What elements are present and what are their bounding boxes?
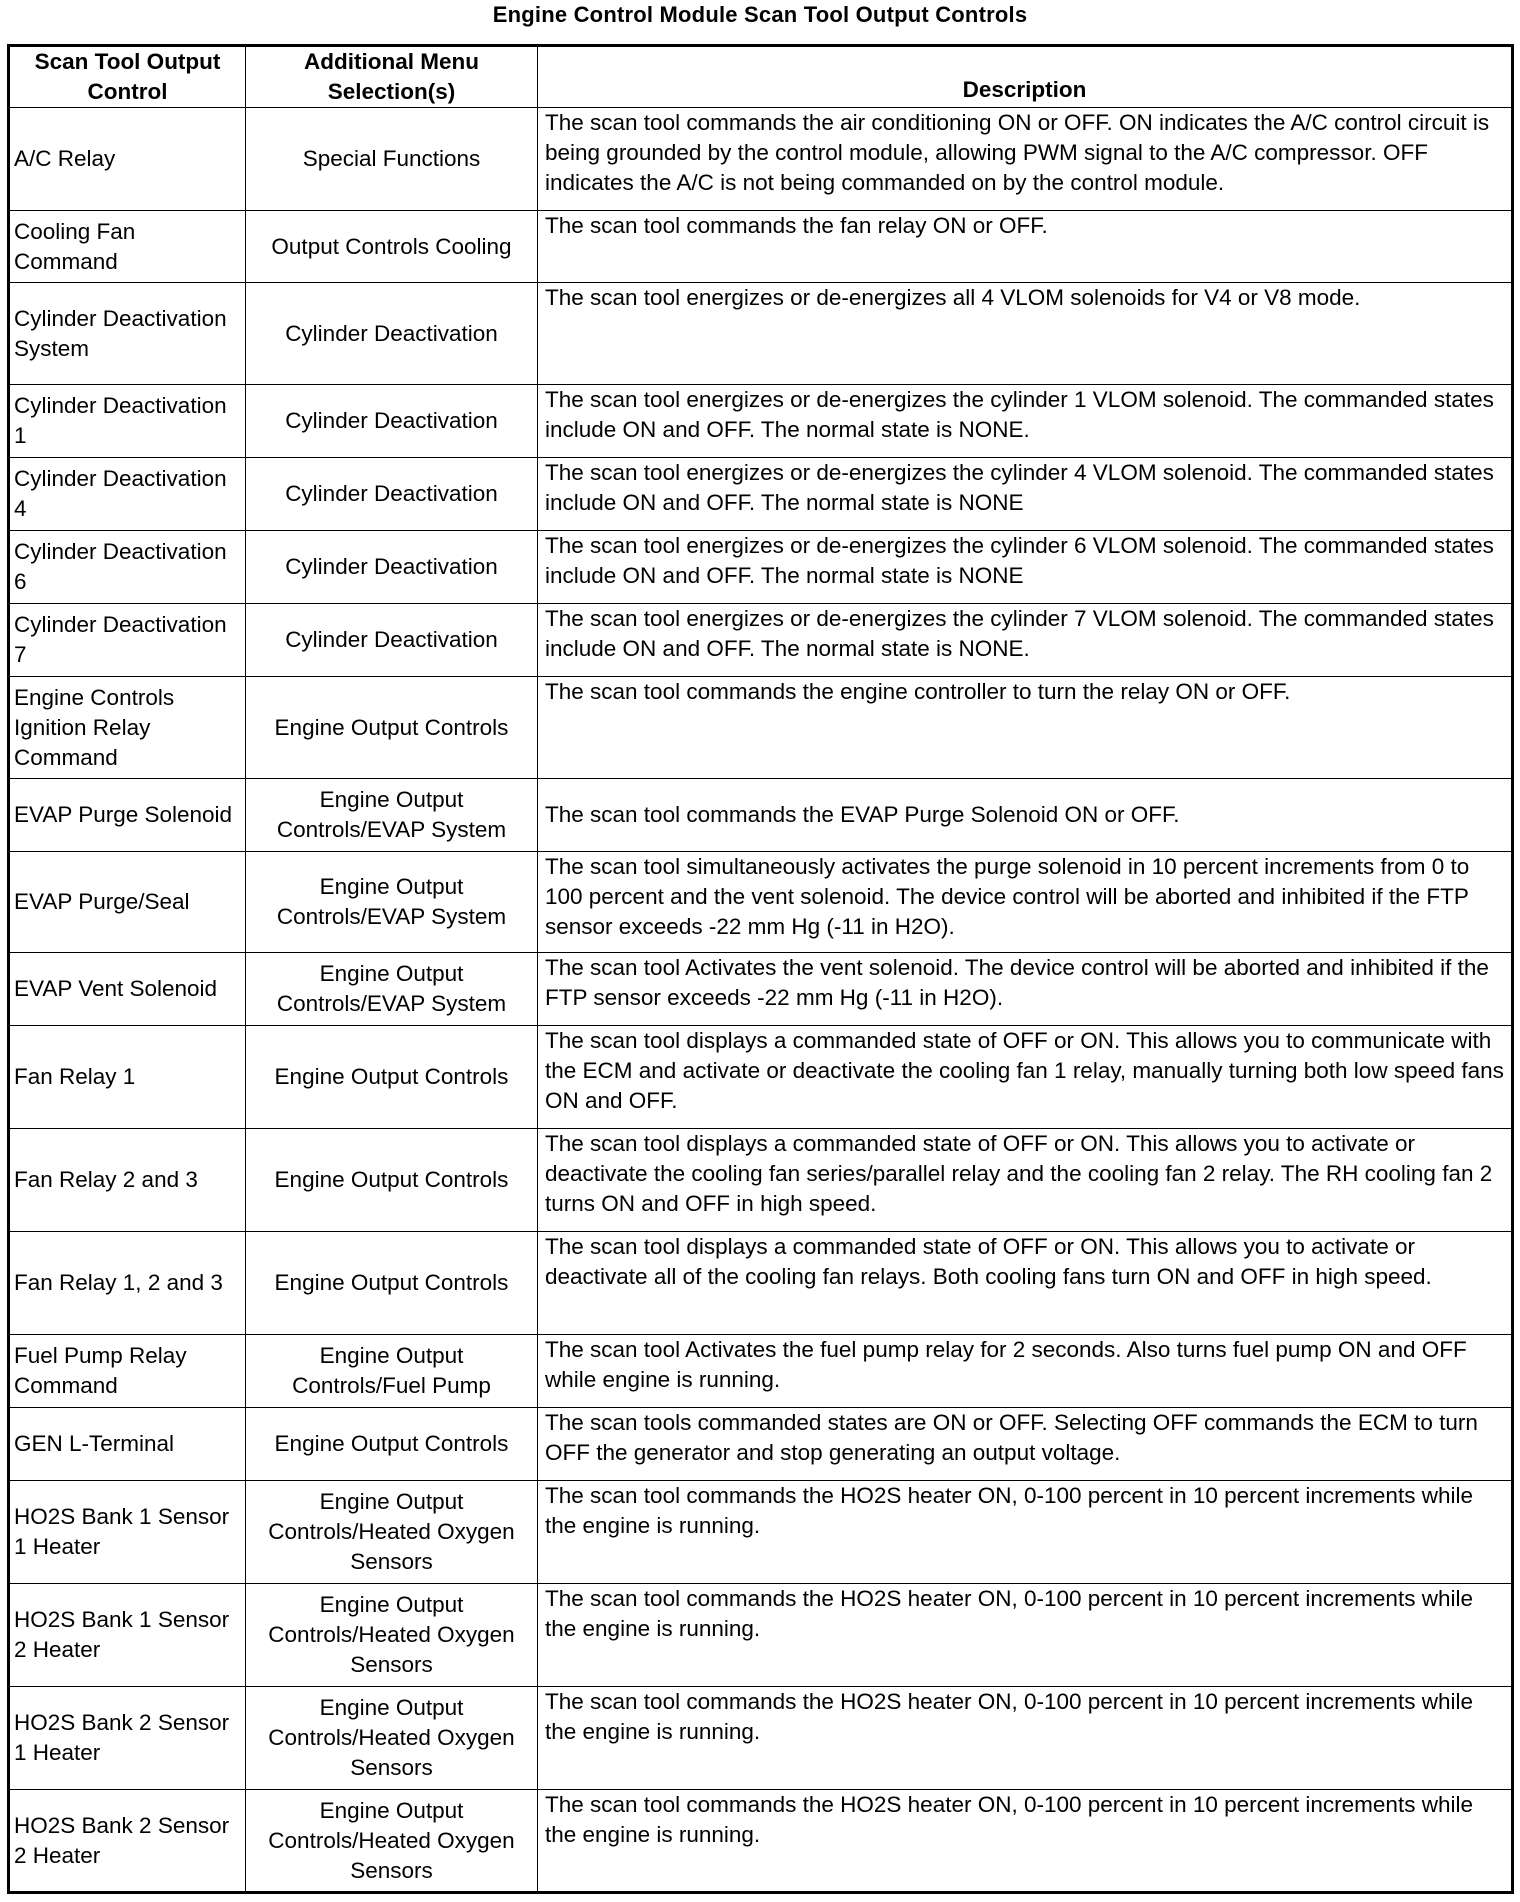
description-cell: The scan tool energizes or de-energizes the cylinder 1 VLOM solenoid. The commanded states include ON and OFF. The normal state is NONE. xyxy=(538,385,1513,458)
table-row xyxy=(9,677,1513,779)
table-row xyxy=(9,1584,1513,1687)
menu-selection-cell: Engine Output Controls xyxy=(246,1232,538,1335)
description-cell: The scan tool Activates the vent solenoid. The device control will be aborted and inhibited if the FTP sensor exceeds -22 mm Hg (-11 in H2O). xyxy=(538,953,1513,1026)
menu-selection-cell: Cylinder Deactivation xyxy=(246,385,538,458)
column-header-menu: Additional Menu Selection(s) xyxy=(246,46,538,108)
table-row xyxy=(9,604,1513,677)
description-cell: The scan tool commands the fan relay ON or OFF. xyxy=(538,211,1513,283)
table-row xyxy=(9,458,1513,531)
menu-selection-cell: Output Controls Cooling xyxy=(246,211,538,283)
output-control-cell: Cylinder Deactivation 6 xyxy=(9,531,246,604)
menu-selection-cell: Special Functions xyxy=(246,108,538,211)
menu-selection-cell: Engine Output Controls xyxy=(246,677,538,779)
description-cell: The scan tool commands the air conditioning ON or OFF. ON indicates the A/C control circuit is being grounded by the control module, allowing PWM signal to the A/C compressor. OFF indicates the A/C is not being commanded on by the control module. xyxy=(538,108,1513,211)
description-cell: The scan tool energizes or de-energizes the cylinder 6 VLOM solenoid. The commanded states include ON and OFF. The normal state is NONE xyxy=(538,531,1513,604)
output-control-cell: HO2S Bank 1 Sensor 1 Heater xyxy=(9,1481,246,1584)
header-row xyxy=(9,46,1513,108)
menu-selection-cell: Cylinder Deactivation xyxy=(246,604,538,677)
description-cell: The scan tool commands the HO2S heater ON, 0-100 percent in 10 percent increments while the engine is running. xyxy=(538,1790,1513,1893)
menu-selection-cell: Engine Output Controls/EVAP System xyxy=(246,953,538,1026)
description-cell: The scan tool energizes or de-energizes the cylinder 4 VLOM solenoid. The commanded states include ON and OFF. The normal state is NONE xyxy=(538,458,1513,531)
output-control-cell: Fan Relay 1 xyxy=(9,1026,246,1129)
description-cell: The scan tool commands the HO2S heater ON, 0-100 percent in 10 percent increments while the engine is running. xyxy=(538,1687,1513,1790)
output-control-cell: Fan Relay 2 and 3 xyxy=(9,1129,246,1232)
description-cell: The scan tool simultaneously activates the purge solenoid in 10 percent increments from 0 to 100 percent and the vent solenoid. The device control will be aborted and inhibited if the FTP sensor exceeds -22 mm Hg (-11 in H2O). xyxy=(538,852,1513,953)
menu-selection-cell: Cylinder Deactivation xyxy=(246,531,538,604)
menu-selection-cell: Engine Output Controls/Fuel Pump xyxy=(246,1335,538,1408)
description-cell: The scan tools commanded states are ON or OFF. Selecting OFF commands the ECM to turn OFF the generator and stop generating an output voltage. xyxy=(538,1408,1513,1481)
output-control-cell: HO2S Bank 2 Sensor 1 Heater xyxy=(9,1687,246,1790)
output-control-cell: HO2S Bank 1 Sensor 2 Heater xyxy=(9,1584,246,1687)
table-row xyxy=(9,953,1513,1026)
output-control-cell: Cooling Fan Command xyxy=(9,211,246,283)
table-row xyxy=(9,1408,1513,1481)
description-cell: The scan tool Activates the fuel pump relay for 2 seconds. Also turns fuel pump ON and OFF while engine is running. xyxy=(538,1335,1513,1408)
menu-selection-cell: Engine Output Controls/EVAP System xyxy=(246,779,538,852)
output-control-cell: EVAP Purge/Seal xyxy=(9,852,246,953)
table-row xyxy=(9,1687,1513,1790)
table-row xyxy=(9,385,1513,458)
output-control-cell: Cylinder Deactivation 4 xyxy=(9,458,246,531)
output-control-cell: Fan Relay 1, 2 and 3 xyxy=(9,1232,246,1335)
table-header xyxy=(9,46,1513,108)
menu-selection-cell: Engine Output Controls/EVAP System xyxy=(246,852,538,953)
column-header-description: Description xyxy=(538,46,1513,108)
description-cell: The scan tool commands the HO2S heater ON, 0-100 percent in 10 percent increments while the engine is running. xyxy=(538,1584,1513,1687)
description-cell: The scan tool displays a commanded state of OFF or ON. This allows you to activate or deactivate the cooling fan series/parallel relay and the cooling fan 2 relay. The RH cooling fan 2 turns ON and OFF in high speed. xyxy=(538,1129,1513,1232)
table-body xyxy=(9,108,1513,1893)
menu-selection-cell: Cylinder Deactivation xyxy=(246,283,538,385)
menu-selection-cell: Engine Output Controls/Heated Oxygen Sensors xyxy=(246,1790,538,1893)
output-control-cell: Cylinder Deactivation 1 xyxy=(9,385,246,458)
output-control-cell: Engine Controls Ignition Relay Command xyxy=(9,677,246,779)
description-cell: The scan tool energizes or de-energizes the cylinder 7 VLOM solenoid. The commanded states include ON and OFF. The normal state is NONE. xyxy=(538,604,1513,677)
table-row xyxy=(9,283,1513,385)
output-controls-table xyxy=(7,44,1514,1894)
table-row xyxy=(9,211,1513,283)
table-row xyxy=(9,1026,1513,1129)
table-row xyxy=(9,1232,1513,1335)
output-control-cell: EVAP Vent Solenoid xyxy=(9,953,246,1026)
output-control-cell: EVAP Purge Solenoid xyxy=(9,779,246,852)
output-control-cell: Fuel Pump Relay Command xyxy=(9,1335,246,1408)
table-row xyxy=(9,1790,1513,1893)
description-cell: The scan tool displays a commanded state of OFF or ON. This allows you to activate or deactivate all of the cooling fan relays. Both cooling fans turn ON and OFF in high speed. xyxy=(538,1232,1513,1335)
output-control-cell: A/C Relay xyxy=(9,108,246,211)
description-cell: The scan tool commands the HO2S heater ON, 0-100 percent in 10 percent increments while the engine is running. xyxy=(538,1481,1513,1584)
table-row xyxy=(9,531,1513,604)
table-row xyxy=(9,779,1513,852)
description-cell: The scan tool commands the engine controller to turn the relay ON or OFF. xyxy=(538,677,1513,779)
menu-selection-cell: Engine Output Controls/Heated Oxygen Sensors xyxy=(246,1481,538,1584)
table-row xyxy=(9,1335,1513,1408)
menu-selection-cell: Engine Output Controls xyxy=(246,1408,538,1481)
column-header-control: Scan Tool Output Control xyxy=(9,46,246,108)
output-control-cell: HO2S Bank 2 Sensor 2 Heater xyxy=(9,1790,246,1893)
description-cell: The scan tool energizes or de-energizes all 4 VLOM solenoids for V4 or V8 mode. xyxy=(538,283,1513,385)
page-title: Engine Control Module Scan Tool Output Controls xyxy=(492,2,1028,27)
menu-selection-cell: Cylinder Deactivation xyxy=(246,458,538,531)
output-control-cell: Cylinder Deactivation 7 xyxy=(9,604,246,677)
table-row xyxy=(9,1129,1513,1232)
menu-selection-cell: Engine Output Controls xyxy=(246,1026,538,1129)
table-row xyxy=(9,852,1513,953)
menu-selection-cell: Engine Output Controls/Heated Oxygen Sensors xyxy=(246,1687,538,1790)
table-row xyxy=(9,1481,1513,1584)
description-cell: The scan tool displays a commanded state of OFF or ON. This allows you to communicate with the ECM and activate or deactivate the cooling fan 1 relay, manually turning both low speed fans ON and OFF. xyxy=(538,1026,1513,1129)
menu-selection-cell: Engine Output Controls/Heated Oxygen Sensors xyxy=(246,1584,538,1687)
output-control-cell: GEN L-Terminal xyxy=(9,1408,246,1481)
description-cell: The scan tool commands the EVAP Purge Solenoid ON or OFF. xyxy=(538,779,1513,852)
output-control-cell: Cylinder Deactivation System xyxy=(9,283,246,385)
menu-selection-cell: Engine Output Controls xyxy=(246,1129,538,1232)
table-row xyxy=(9,108,1513,211)
